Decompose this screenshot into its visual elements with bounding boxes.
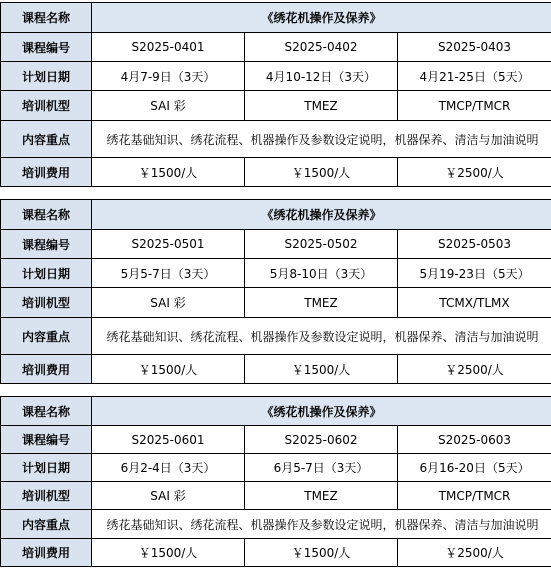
content-focus-row xyxy=(1,318,551,355)
content-focus-value: 绣花基础知识、绣花流程、机器操作及参数设定说明，机器保养、清洁与加油说明 xyxy=(92,318,551,355)
course-table-april xyxy=(0,2,551,187)
content-focus-label: 内容重点 xyxy=(1,318,92,355)
course-table-may xyxy=(0,199,551,384)
content-focus-row xyxy=(1,121,551,158)
course-code-label: 课程编号 xyxy=(1,426,92,454)
content-focus-value: 绣花基础知识、绣花流程、机器操作及参数设定说明，机器保养、清洁与加油说明 xyxy=(92,510,551,539)
machine-model-cell: TCMX/TLMX xyxy=(398,288,551,318)
plan-date-cell: 5月5-7日（3天） xyxy=(92,259,245,288)
course-name-label: 课程名称 xyxy=(1,200,92,230)
machine-model-label: 培训机型 xyxy=(1,288,92,318)
training-fee-label: 培训费用 xyxy=(1,158,92,187)
training-fee-cell: ￥2500/人 xyxy=(398,158,551,187)
course-code-cell: S2025-0601 xyxy=(92,426,245,454)
plan-date-label: 计划日期 xyxy=(1,259,92,288)
course-code-row xyxy=(1,33,551,62)
machine-model-cell: SAI 彩 xyxy=(92,288,245,318)
plan-date-cell: 5月8-10日（3天） xyxy=(245,259,398,288)
content-focus-label: 内容重点 xyxy=(1,121,92,158)
course-code-row xyxy=(1,230,551,259)
plan-date-cell: 6月16-20日（5天） xyxy=(398,454,551,482)
course-code-cell: S2025-0401 xyxy=(92,33,245,62)
training-fee-label: 培训费用 xyxy=(1,355,92,384)
course-name-label: 课程名称 xyxy=(1,397,92,426)
content-focus-value: 绣花基础知识、绣花流程、机器操作及参数设定说明，机器保养、清洁与加油说明 xyxy=(92,121,551,158)
plan-date-row xyxy=(1,454,551,482)
course-code-cell: S2025-0603 xyxy=(398,426,551,454)
machine-model-label: 培训机型 xyxy=(1,482,92,510)
course-code-cell: S2025-0403 xyxy=(398,33,551,62)
plan-date-cell: 5月19-23日（5天） xyxy=(398,259,551,288)
course-code-cell: S2025-0503 xyxy=(398,230,551,259)
course-code-cell: S2025-0602 xyxy=(245,426,398,454)
training-fee-cell: ￥1500/人 xyxy=(245,539,398,567)
plan-date-label: 计划日期 xyxy=(1,62,92,91)
plan-date-cell: 4月21-25日（5天） xyxy=(398,62,551,91)
machine-model-row xyxy=(1,91,551,121)
training-fee-cell: ￥2500/人 xyxy=(398,355,551,384)
plan-date-row xyxy=(1,62,551,91)
training-fee-cell: ￥1500/人 xyxy=(92,539,245,567)
course-name-value: 《绣花机操作及保养》 xyxy=(92,397,551,426)
plan-date-cell: 4月7-9日（3天） xyxy=(92,62,245,91)
course-name-value: 《绣花机操作及保养》 xyxy=(92,3,551,33)
machine-model-cell: TMEZ xyxy=(245,288,398,318)
course-code-row xyxy=(1,426,551,454)
machine-model-row xyxy=(1,288,551,318)
course-name-value: 《绣花机操作及保养》 xyxy=(92,200,551,230)
plan-date-cell: 6月2-4日（3天） xyxy=(92,454,245,482)
course-table-june xyxy=(0,396,551,567)
course-code-label: 课程编号 xyxy=(1,230,92,259)
training-fee-cell: ￥1500/人 xyxy=(92,158,245,187)
plan-date-cell: 4月10-12日（3天） xyxy=(245,62,398,91)
course-name-label: 课程名称 xyxy=(1,3,92,33)
course-code-cell: S2025-0502 xyxy=(245,230,398,259)
content-focus-label: 内容重点 xyxy=(1,510,92,539)
course-code-cell: S2025-0402 xyxy=(245,33,398,62)
training-fee-row xyxy=(1,158,551,187)
training-fee-cell: ￥2500/人 xyxy=(398,539,551,567)
training-fee-cell: ￥1500/人 xyxy=(245,355,398,384)
course-name-row xyxy=(1,397,551,426)
course-code-label: 课程编号 xyxy=(1,33,92,62)
machine-model-cell: TMCP/TMCR xyxy=(398,91,551,121)
plan-date-cell: 6月5-7日（3天） xyxy=(245,454,398,482)
machine-model-cell: SAI 彩 xyxy=(92,91,245,121)
plan-date-row xyxy=(1,259,551,288)
machine-model-label: 培训机型 xyxy=(1,91,92,121)
training-fee-row xyxy=(1,539,551,567)
training-fee-label: 培训费用 xyxy=(1,539,92,567)
course-name-row xyxy=(1,200,551,230)
course-code-cell: S2025-0501 xyxy=(92,230,245,259)
machine-model-cell: TMEZ xyxy=(245,91,398,121)
course-name-row xyxy=(1,3,551,33)
training-fee-cell: ￥1500/人 xyxy=(245,158,398,187)
content-focus-row xyxy=(1,510,551,539)
training-fee-row xyxy=(1,355,551,384)
machine-model-cell: TMEZ xyxy=(245,482,398,510)
plan-date-label: 计划日期 xyxy=(1,454,92,482)
machine-model-row xyxy=(1,482,551,510)
training-fee-cell: ￥1500/人 xyxy=(92,355,245,384)
machine-model-cell: SAI 彩 xyxy=(92,482,245,510)
machine-model-cell: TMCP/TMCR xyxy=(398,482,551,510)
